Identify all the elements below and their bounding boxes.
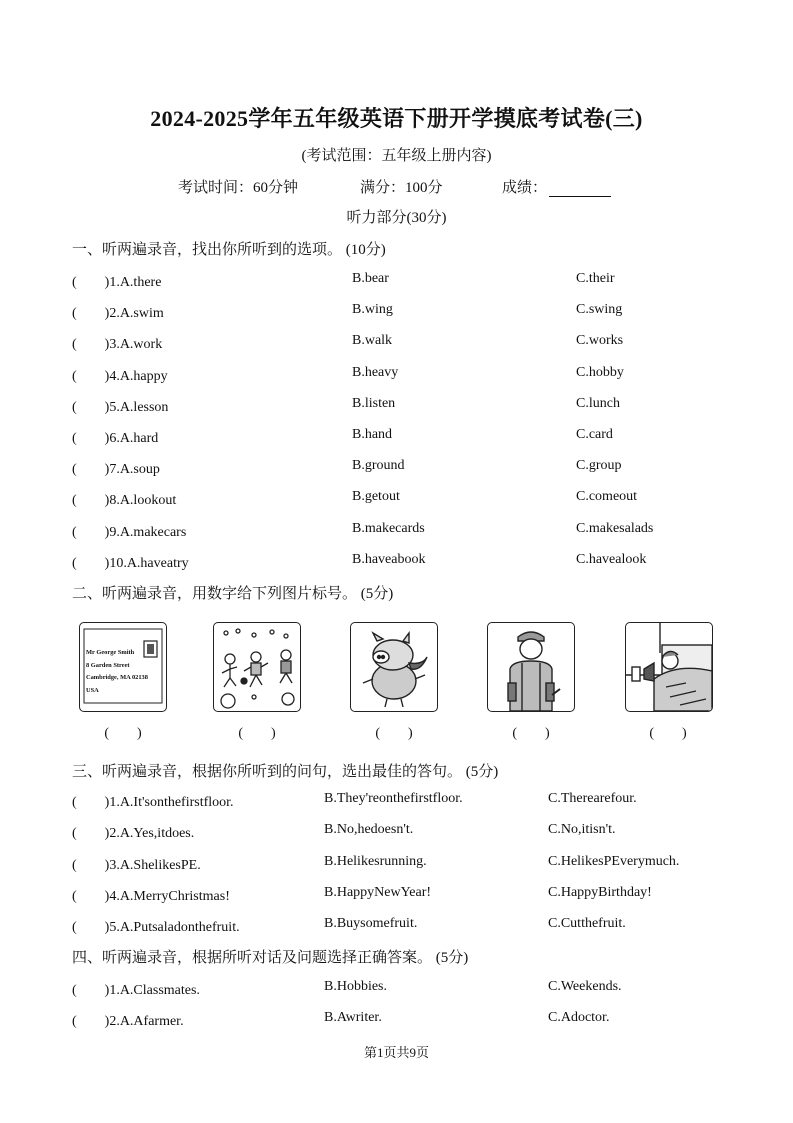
question-option-a[interactable]: ( )2.A.Yes,itdoes.	[72, 826, 195, 842]
section1-heading: 一、听两遍录音，找出你所听到的选项。 (10分)	[72, 242, 386, 258]
question-option-b: B.bear	[352, 271, 389, 286]
question-option-c: C.comeout	[576, 489, 638, 505]
question-option-a[interactable]: ( )1.A.there	[72, 275, 162, 290]
question-option-b: B.listen	[352, 395, 396, 411]
question-option-c: C.card	[576, 427, 613, 442]
section3-heading: 三、听两遍录音，根据你所听到的问句，选出最佳的答句。 (5分)	[72, 764, 499, 780]
question-option-b: B.They'reonthefirstfloor.	[324, 791, 463, 806]
question-option-a[interactable]: ( )6.A.hard	[72, 431, 159, 446]
question-option-c: C.group	[576, 458, 622, 474]
question-option-c: C.works	[576, 333, 624, 349]
question-option-a[interactable]: ( )5.A.Putsaladonthefruit.	[72, 920, 240, 936]
question-row	[72, 427, 722, 447]
section4-heading: 四、听两遍录音，根据所听对话及问题选择正确答案。 (5分)	[72, 950, 469, 966]
question-option-b: B.Helikesrunning.	[324, 853, 427, 869]
picture-answer-blank[interactable]: ( )	[512, 726, 550, 741]
envelope-line: Cambridge, MA 02138	[86, 674, 148, 681]
question-row	[72, 489, 722, 509]
section2-heading: 二、听两遍录音，用数字给下列图片标号。 (5分)	[72, 586, 394, 602]
question-option-a[interactable]: ( )2.A.swim	[72, 306, 164, 322]
question-option-a[interactable]: ( )8.A.lookout	[72, 493, 177, 509]
question-option-b: B.hand	[352, 427, 393, 442]
question-option-b: B.Hobbies.	[324, 979, 387, 994]
question-option-a[interactable]: ( )3.A.work	[72, 337, 163, 353]
question-option-b: B.heavy	[352, 364, 399, 380]
question-option-b: B.haveabook	[352, 551, 426, 567]
question-option-c: C.makesalads	[576, 520, 654, 536]
question-row	[72, 365, 722, 385]
question-row	[72, 458, 722, 478]
picture-answer-blank[interactable]: ( )	[104, 726, 142, 741]
question-option-b: B.makecards	[352, 520, 425, 536]
kids-playing-football-icon	[213, 622, 301, 712]
result-field	[502, 176, 611, 197]
question-row	[72, 822, 722, 842]
question-option-a[interactable]: ( )1.A.It'sonthefirstfloor.	[72, 795, 234, 810]
envelope-address	[86, 647, 148, 697]
question-option-b: B.Awriter.	[324, 1010, 382, 1026]
envelope-line: USA	[86, 686, 99, 694]
question-option-b: B.ground	[352, 458, 405, 474]
pig-icon	[350, 622, 438, 712]
exam-scope: (考试范围：五年级上册内容)	[301, 148, 492, 164]
question-row	[72, 916, 722, 936]
question-option-c: C.Adoctor.	[548, 1010, 610, 1026]
envelope-icon	[79, 622, 167, 712]
exam-time: 考试时间：60分钟	[178, 180, 299, 196]
question-option-a[interactable]: ( )4.A.MerryChristmas!	[72, 888, 230, 904]
picture-answer-blank[interactable]: ( )	[375, 726, 413, 741]
child-sleeping-icon	[625, 622, 713, 712]
question-option-a[interactable]: ( )4.A.happy	[72, 368, 168, 384]
question-row	[72, 979, 722, 999]
picture-answer-blank[interactable]: ( )	[649, 726, 687, 741]
question-option-b: B.getout	[352, 489, 400, 505]
page-number: 第1页共9页	[363, 1045, 429, 1060]
question-row	[72, 333, 722, 353]
question-row	[72, 1010, 722, 1030]
question-option-b: B.Buysomefruit.	[324, 916, 418, 932]
question-option-a[interactable]: ( )9.A.makecars	[72, 524, 187, 540]
question-row	[72, 854, 722, 874]
question-option-c: C.havealook	[576, 551, 647, 567]
question-option-a[interactable]: ( )2.A.Afarmer.	[72, 1014, 184, 1030]
envelope-line: Mr George Smith	[86, 649, 135, 656]
question-option-a[interactable]: ( )10.A.haveatry	[72, 555, 189, 571]
question-option-c: C.hobby	[576, 364, 624, 380]
question-row	[72, 302, 722, 322]
question-option-c: C.lunch	[576, 395, 620, 411]
question-option-a[interactable]: ( )7.A.soup	[72, 462, 160, 478]
question-option-c: C.their	[576, 271, 615, 286]
question-option-c: C.Therearefour.	[548, 791, 637, 806]
question-option-b: B.HappyNewYear!	[324, 884, 432, 900]
question-row	[72, 791, 722, 811]
question-option-a[interactable]: ( )5.A.lesson	[72, 399, 169, 415]
page-title: 2024-2025学年五年级英语下册开学摸底考试卷(三)	[150, 106, 643, 131]
question-option-c: C.HelikesPEverymuch.	[548, 853, 680, 869]
worker-icon	[487, 622, 575, 712]
question-row	[72, 521, 722, 541]
question-option-c: C.swing	[576, 302, 623, 318]
question-row	[72, 396, 722, 416]
envelope-line: 8 Garden Street	[86, 661, 130, 669]
question-option-c: C.Weekends.	[548, 979, 622, 994]
question-option-c: C.Cutthefruit.	[548, 916, 626, 932]
question-row	[72, 885, 722, 905]
question-row	[72, 552, 722, 572]
question-option-c: C.No,itisn't.	[548, 822, 616, 838]
question-option-b: B.wing	[352, 302, 393, 318]
listening-part-title: 听力部分(30分)	[346, 210, 447, 226]
question-row	[72, 271, 722, 291]
question-option-b: B.walk	[352, 333, 393, 349]
picture-answer-blank[interactable]: ( )	[238, 726, 276, 741]
question-option-b: B.No,hedoesn't.	[324, 822, 414, 838]
result-label: 成绩：	[502, 180, 548, 196]
full-score: 满分：100分	[360, 180, 443, 196]
question-option-a[interactable]: ( )1.A.Classmates.	[72, 983, 200, 998]
result-blank[interactable]	[549, 182, 611, 197]
question-option-a[interactable]: ( )3.A.ShelikesPE.	[72, 857, 201, 873]
question-option-c: C.HappyBirthday!	[548, 884, 652, 900]
